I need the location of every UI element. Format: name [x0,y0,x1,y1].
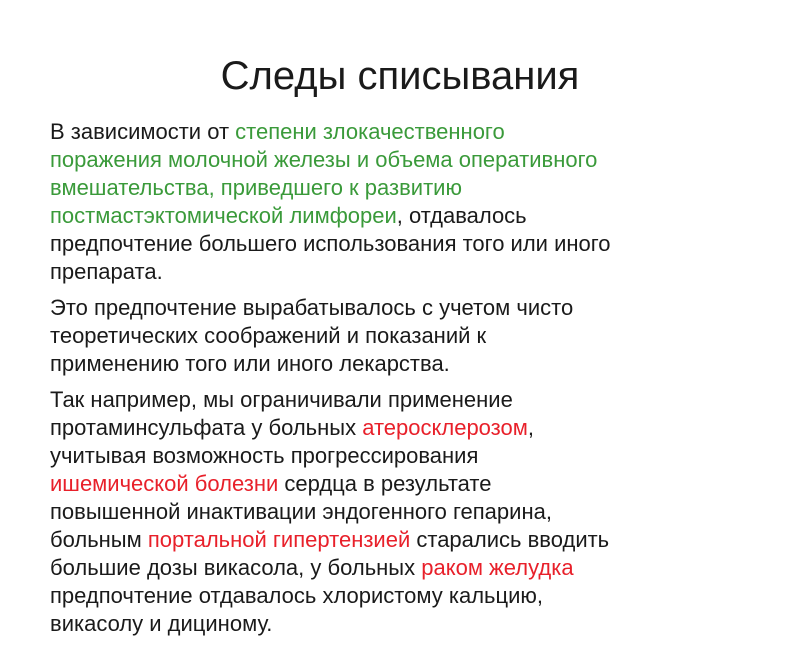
text-line [50,526,750,554]
text-line [50,258,750,286]
red-term: раком желудка [421,555,574,580]
text-segment: большие дозы викасола, у больных [50,555,422,580]
text-line [50,386,750,414]
text-segment: , [527,415,534,440]
text-segment: теоретических соображений и показаний к [50,323,487,348]
text-line [50,442,750,470]
text-line [50,230,750,258]
text-segment: предпочтение большего использования того или иного [50,231,611,256]
text-segment: больным [50,527,148,552]
text-line [50,294,750,322]
text-segment: предпочтение отдавалось хлористому кальцию, [50,583,543,608]
text-line [50,498,750,526]
text-segment: Так например, мы ограничивали применение [50,387,513,412]
text-line [50,470,750,498]
text-line [50,118,750,146]
slide-body [50,118,750,646]
red-term: ишемической болезни [50,471,279,496]
text-line [50,202,750,230]
text-line [50,146,750,174]
text-line [50,414,750,442]
text-segment: применению того или иного лекарства. [50,351,450,376]
text-segment: повышенной инактивации эндогенного гепарина, [50,499,552,524]
text-segment: В зависимости от [50,119,236,144]
paragraph [50,294,750,378]
text-line [50,322,750,350]
red-term: портальной гипертензией [147,527,411,552]
paragraph [50,386,750,638]
text-line [50,554,750,582]
green-term: вмешательства, приведшего к развитию [50,175,462,200]
green-term: поражения молочной железы и объема оперативного [50,147,598,172]
green-term: степени злокачественного [235,119,505,144]
text-line [50,582,750,610]
text-segment: протаминсульфата у больных [50,415,363,440]
text-line [50,350,750,378]
text-segment: , отдавалось [396,203,527,228]
slide-title: Следы списывания [220,54,580,98]
paragraph [50,118,750,286]
red-term: атеросклерозом [362,415,528,440]
text-segment: викасолу и дициному. [50,611,273,636]
text-segment: Это предпочтение вырабатывалось с учетом чисто [50,295,574,320]
text-segment: учитывая возможность прогрессирования [50,443,479,468]
green-term: постмастэктомической лимфореи [50,203,397,228]
text-segment: препарата. [50,259,163,284]
text-segment: сердца в результате [278,471,492,496]
text-segment: старались вводить [410,527,610,552]
text-line [50,174,750,202]
text-line [50,610,750,638]
